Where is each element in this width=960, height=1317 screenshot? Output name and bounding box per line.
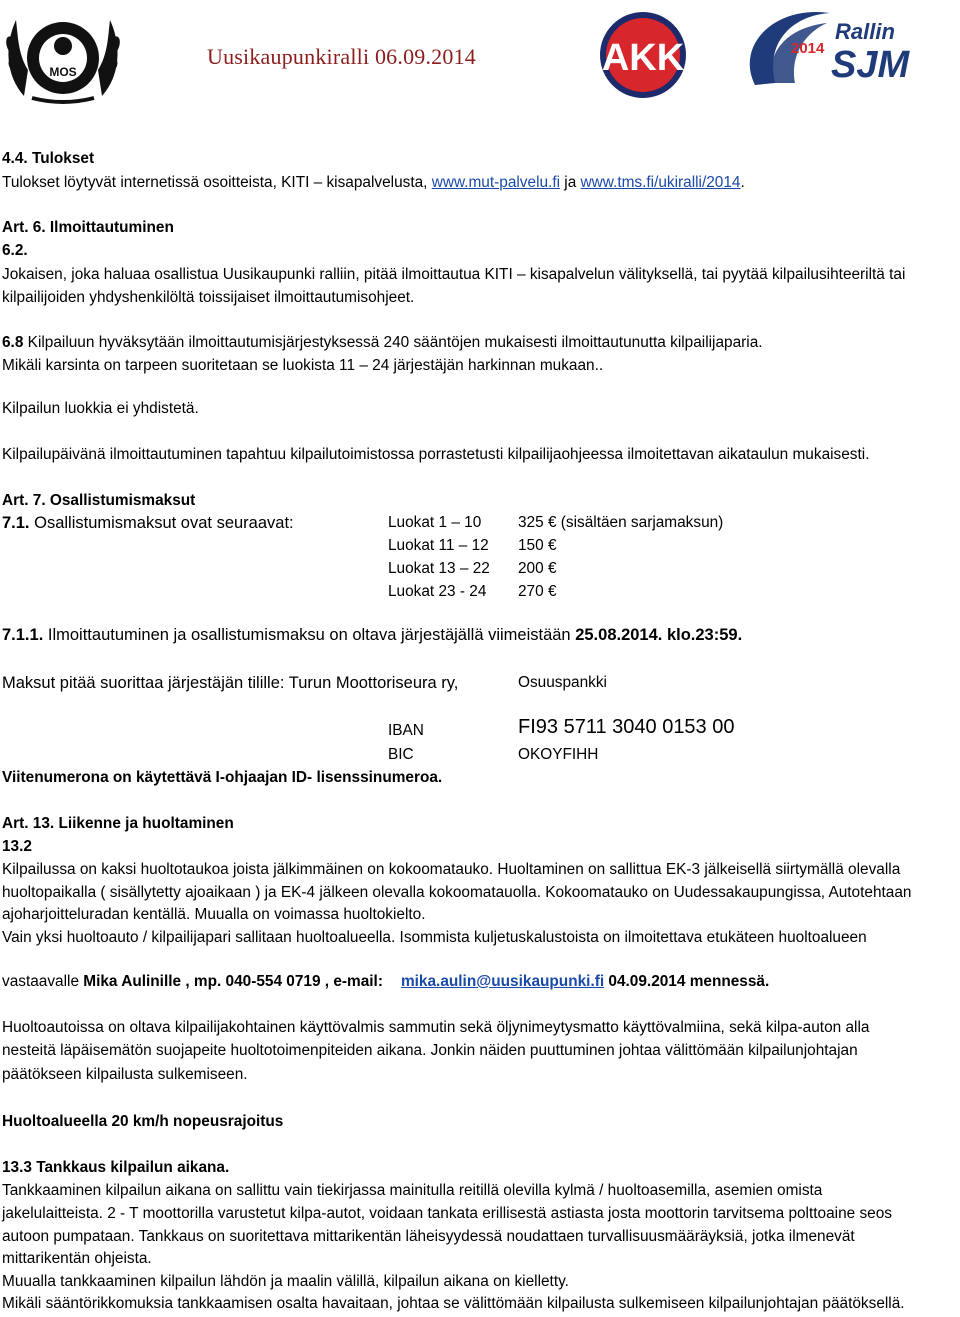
bank-name: Osuuspankki [518,674,607,691]
bic-value: OKOYFIHH [518,746,599,763]
fee-class-3: Luokat 13 – 22 [388,560,490,577]
link-mut-palvelu[interactable]: www.mut-palvelu.fi [431,174,561,191]
section-6-2-line1: Jokaisen, joka haluaa osallistua Uusikaupunki ralliin, pitää ilmoittautua KITI – kisapalvelun välityksellä, tai pyytää kilpailusihteeriltä tai [2,266,906,283]
refuel-prohibited: Muualla tankkaaminen kilpailun lähdön ja maalin välillä, kilpailun aikana on kielletty. [2,1273,569,1290]
classes-not-combined: Kilpailun luokkia ei yhdistetä. [2,400,199,417]
contact-line [2,973,769,991]
text-between-links: ja [560,174,581,191]
fee-value-4: 270 € [518,583,557,600]
section-7-1-label [2,514,294,532]
sjm-logo-line1: Rallin [835,19,895,44]
extinguisher-line3: päätökseen kilpailusta sulkemiseen. [2,1066,248,1083]
contact-email-link[interactable]: mika.aulin@uusikaupunki.fi [400,973,605,990]
iban-value: FI93 5711 3040 0153 00 [518,716,735,738]
page-title: Uusikaupunkiralli 06.09.2014 [207,44,476,69]
section-13-2-line4: Vain yksi huoltoauto / kilpailijapari sallitaan huoltoalueella. Isommista kuljetuskalustoista on ilmoitettava etukäteen huoltoalueen [2,929,867,946]
section-6-8-number: 6.8 [2,334,24,351]
section-7-1-1-number: 7.1.1. [2,626,44,644]
sjm-logo-year: 2014 [791,40,825,57]
link-tms[interactable]: www.tms.fi/ukiralli/2014 [580,174,741,191]
registration-deadline: 25.08.2014. klo.23:59. [575,626,743,644]
fee-class-4: Luokat 23 - 24 [388,583,487,600]
raceday-registration: Kilpailupäivänä ilmoittautuminen tapahtuu kilpailutoimistossa porrastetusti kilpailijaohjeessa ilmoitettavan aikataulun mukaisesti. [2,446,870,463]
fee-class-1: Luokat 1 – 10 [388,514,482,531]
refuel-line1: Tankkaaminen kilpailun aikana on sallittu vain tiekirjassa mainitulla reitillä olevilla kylmä / huoltoasemilla, asemien omista [2,1182,823,1199]
section-7-1-number: 7.1. [2,514,30,532]
section-4-4-text [2,174,745,192]
extinguisher-line2: nesteitä läpäisemätön suojapeite huoltotoimenpiteiden aikana. Jonkin näiden puuttuminen johtaa välittömään kilpailunjohtajan [2,1042,858,1059]
text-after-link: . [740,174,745,191]
iban-label: IBAN [388,722,424,739]
section-7-1-1-text: Ilmoittautuminen ja osallistumismaksu on oltava järjestäjällä viimeistään [43,626,576,644]
section-7-1-1 [2,626,742,644]
refuel-violation: Mikäli sääntörikkomuksia tankkaamisen osalta havaitaan, johtaa se välittömään kilpailusta sulkemiseen kilpailunjohtajan päätöksellä. [2,1295,905,1312]
section-6-2-line2: kilpailijoiden yhdyshenkilöltä toissijaiset ilmoittautumisohjeet. [2,289,415,306]
speed-limit-heading: Huoltoalueella 20 km/h nopeusrajoitus [2,1113,284,1130]
art-7-heading: Art. 7. Osallistumismaksut [2,492,196,509]
mos-logo-text: MOS [49,65,77,79]
section-13-2-number: 13.2 [2,838,32,855]
fee-class-2: Luokat 11 – 12 [388,537,489,554]
refuel-line3: autoon pumpataan. Tankkaus on suoritettava mittarikentän läheisyydessä noudattaen turvallisuusmääräyksiä, jotka ilmenevät [2,1228,855,1245]
mos-logo [2,6,124,106]
section-6-2-number: 6.2. [2,242,28,259]
section-13-2-line1: Kilpailussa on kaksi huoltotaukoa joista jälkimmäinen on kokoomatauko. Huoltaminen on sallittua EK-3 jälkeisellä siirtymällä olevalla [2,861,901,878]
section-4-4-heading: 4.4. Tulokset [2,150,95,167]
section-6-8-line1 [2,334,763,352]
bic-label: BIC [388,746,414,763]
refuel-line2: jakelulaitteista. 2 - T moottorilla varustetut kilpa-autot, voidaan tankata erillisestä astiasta josta moottorin tarvitsema polttoaine seos [2,1205,892,1222]
section-13-3-heading: 13.3 Tankkaus kilpailun aikana. [2,1159,230,1176]
art-6-heading: Art. 6. Ilmoittautuminen [2,219,174,236]
akk-logo-text: AKK [601,37,685,79]
section-6-8-line2: Mikäli karsinta on tarpeen suoritetaan se luokista 11 – 24 järjestäjän harkinnan mukaan.. [2,357,604,374]
art-13-heading: Art. 13. Liikenne ja huoltaminen [2,815,234,832]
contact-prefix: vastaavalle [2,973,84,990]
section-6-8-text: Kilpailuun hyväksytään ilmoittautumisjärjestyksessä 240 sääntöjen mukaisesti ilmoittautunutta kilpailijaparia. [23,334,763,351]
refuel-line4: mittarikentän ohjeista. [2,1250,152,1267]
extinguisher-line1: Huoltoautoissa on oltava kilpailijakohtainen käyttövalmis sammutin sekä öljynimeytysmatto käyttövalmiina, sekä kilpa-auton alla [2,1019,870,1036]
fee-value-2: 150 € [518,537,557,554]
payment-account-text: Maksut pitää suorittaa järjestäjän tilille: Turun Moottoriseura ry, [2,674,459,692]
section-13-2-line2: huoltopaikalla ( sisällytetty ajoaikaan ) ja EK-4 jälkeen olevalla kokoomatauolla. Kokoomatauko on Uudessakaupungissa, Autotehtaan [2,884,912,901]
sjm-logo-line2: SJM [831,44,910,86]
section-13-2-line3: ajoharjoitteluradan kentällä. Muualla on voimassa huoltokielto. [2,906,426,923]
fee-value-1: 325 € (sisältäen sarjamaksun) [518,514,724,531]
reference-number-note: Viitenumerona on käytettävä I-ohjaajan ID- lisenssinumeroa. [2,769,443,786]
fee-value-3: 200 € [518,560,557,577]
section-7-1-text: Osallistumismaksut ovat seuraavat: [29,514,294,532]
contact-deadline: 04.09.2014 mennessä. [604,973,770,990]
text-before-link: Tulokset löytyvät internetissä osoitteista, KITI – kisapalvelusta, [2,174,432,191]
akk-logo [598,10,688,100]
rallin-sjm-logo [735,5,915,93]
contact-person: Mika Aulinille , mp. 040-554 0719 , e-mail: [83,973,383,990]
